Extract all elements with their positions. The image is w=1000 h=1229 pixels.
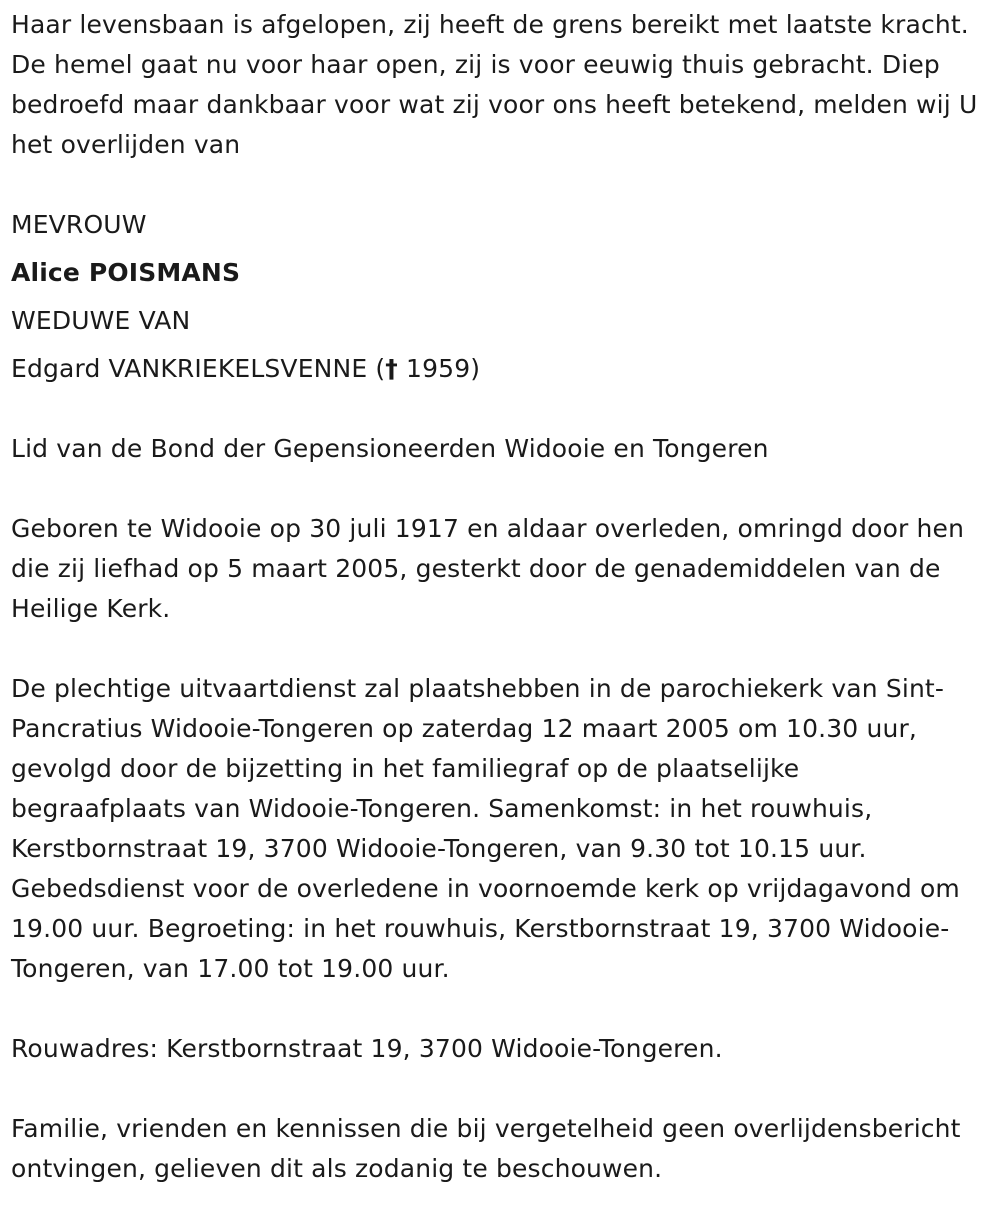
spouse-death-year: 1959)	[397, 354, 481, 383]
cross-icon: †	[385, 354, 398, 383]
deceased-name: Alice POISMANS	[11, 258, 241, 287]
mourning-address: Rouwadres: Kerstbornstraat 19, 3700 Widooie-Tongeren.	[11, 1034, 723, 1063]
widow-status: WEDUWE VAN	[11, 306, 191, 335]
birth-death-paragraph: Geboren te Widooie op 30 juli 1917 en aldaar overleden, omringd door hen die zij liefhad op 5 maart 2005, gesterkt door de genademiddelen van de Heilige Kerk.	[11, 514, 965, 623]
membership-paragraph: Lid van de Bond der Gepensioneerden Widooie en Tongeren	[11, 434, 769, 463]
spouse-line	[11, 349, 981, 389]
name-block	[11, 205, 981, 389]
death-notice	[11, 5, 981, 1229]
honorific: MEVROUW	[11, 210, 147, 239]
intro-paragraph: Haar levensbaan is afgelopen, zij heeft de grens bereikt met laatste kracht. De hemel gaat nu voor haar open, zij is voor eeuwig thuis gebracht. Diep bedroefd maar dankbaar voor wat zij voor ons heeft betekend, melden wij U het overlijden van	[11, 10, 978, 159]
spouse-name: Edgard VANKRIEKELSVENNE (	[11, 354, 386, 383]
funeral-paragraph: De plechtige uitvaartdienst zal plaatshebben in de parochiekerk van Sint-Pancratius Widooie-Tongeren op zaterdag 12 maart 2005 om 10.30 uur, gevolgd door de bijzetting in het familiegraf op de plaatselijke begraafplaats van Widooie-Tongeren. Samenkomst: in het rouwhuis, Kerstbornstraat 19, 3700 Widooie-Tongeren, van 9.30 tot 10.15 uur. Gebedsdienst voor de overledene in voornoemde kerk op vrijdagavond om 19.00 uur. Begroeting: in het rouwhuis, Kerstbornstraat 19, 3700 Widooie-Tongeren, van 17.00 tot 19.00 uur.	[11, 674, 960, 983]
closing-paragraph: Familie, vrienden en kennissen die bij vergetelheid geen overlijdensbericht ontvingen, gelieven dit als zodanig te beschouwen.	[11, 1114, 961, 1183]
